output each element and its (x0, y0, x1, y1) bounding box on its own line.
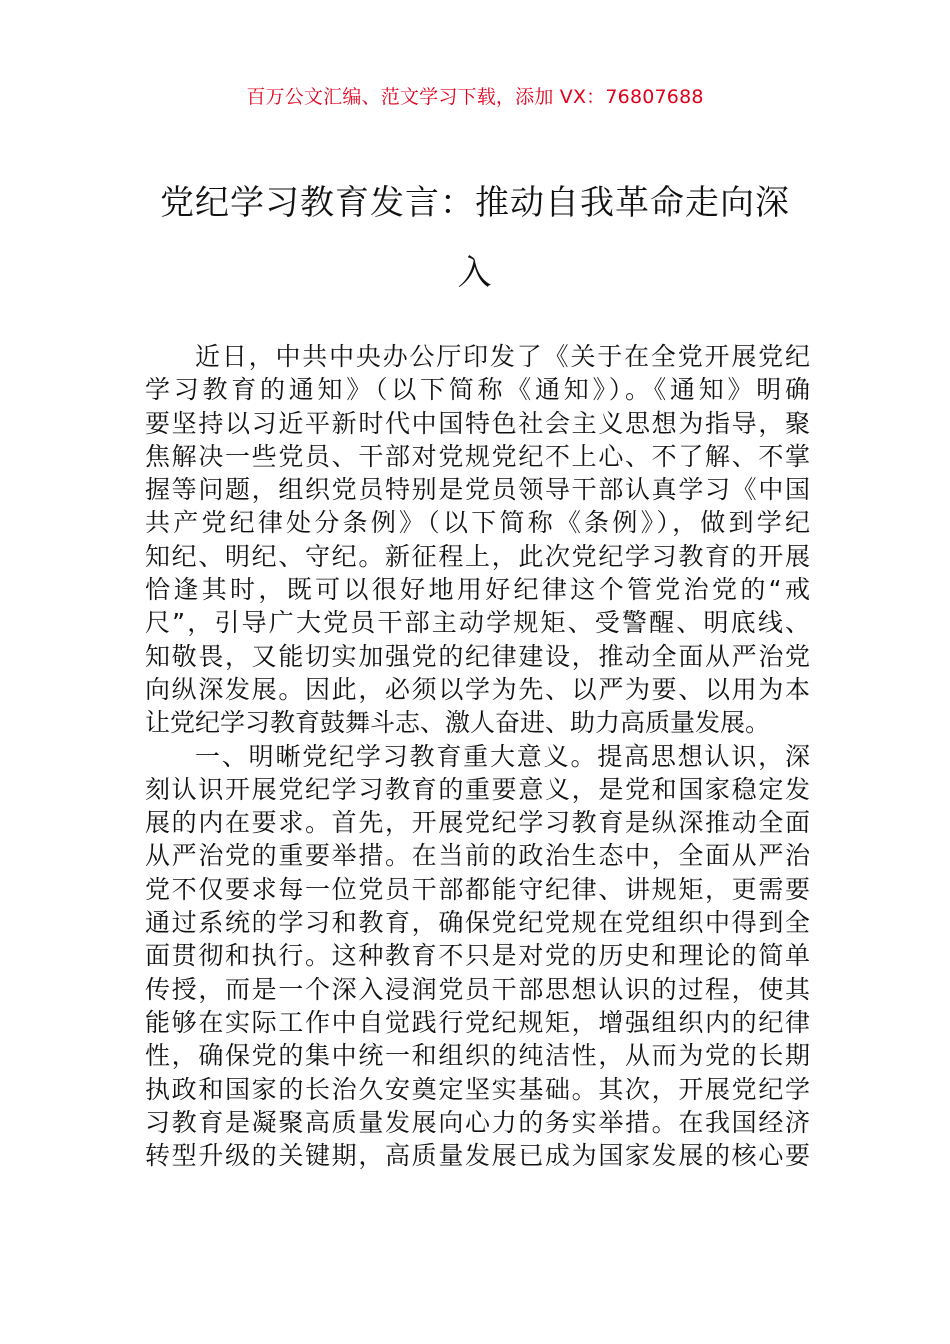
title-line: 入 (457, 253, 493, 293)
paragraph-intro (145, 340, 810, 740)
title-line: 党纪学习教育发言：推动自我革命走向深 (160, 183, 790, 223)
text-line: 恰逢其时，既可以很好地用好纪律这个管党治党的“戒 (145, 575, 810, 605)
promo-banner: 百万公文汇编、范文学习下载，添加 VX：76807688 (246, 86, 704, 108)
text-line: 刻认识开展党纪学习教育的重要意义，是党和国家稳定发 (145, 774, 810, 804)
text-line: 共产党纪律处分条例》（以下简称《条例》），做到学纪 (145, 508, 810, 538)
text-line: 面贯彻和执行。这种教育不只是对党的历史和理论的简单 (145, 941, 810, 971)
text-line: 向纵深发展。因此，必须以学为先、以严为要、以用为本 (145, 674, 810, 704)
text-line: 展的内在要求。首先，开展党纪学习教育是纵深推动全面 (145, 808, 810, 838)
text-line: 能够在实际工作中自觉践行党纪规矩，增强组织内的纪律 (145, 1007, 810, 1037)
text-line: 知敬畏，又能切实加强党的纪律建设，推动全面从严治党 (145, 641, 810, 671)
text-line: 尺”，引导广大党员干部主动学规矩、受警醒、明底线、 (145, 608, 810, 638)
text-line: 一、明晰党纪学习教育重大意义。提高思想认识，深 (195, 741, 810, 771)
text-line: 焦解决一些党员、干部对党规党纪不上心、不了解、不掌 (145, 441, 810, 471)
text-line: 让党纪学习教育鼓舞斗志、激人奋进、助力高质量发展。 (145, 708, 771, 738)
document-title (140, 168, 810, 308)
text-line: 通过系统的学习和教育，确保党纪党规在党组织中得到全 (145, 908, 810, 938)
document-body (145, 340, 810, 1172)
text-line: 性，确保党的集中统一和组织的纯洁性，从而为党的长期 (145, 1041, 810, 1071)
text-line: 近日，中共中央办公厅印发了《关于在全党开展党纪 (195, 342, 810, 371)
text-line: 握等问题，组织党员特别是党员领导干部认真学习《中国 (145, 475, 810, 505)
text-line: 从严治党的重要举措。在当前的政治生态中，全面从严治 (145, 841, 810, 871)
text-line: 要坚持以习近平新时代中国特色社会主义思想为指导，聚 (145, 408, 810, 438)
text-line: 党不仅要求每一位党员干部都能守纪律、讲规矩，更需要 (145, 874, 810, 904)
text-line: 执政和国家的长治久安奠定坚实基础。其次，开展党纪学 (145, 1074, 810, 1104)
text-line: 知纪、明纪、守纪。新征程上，此次党纪学习教育的开展 (145, 541, 810, 571)
text-line: 传授，而是一个深入浸润党员干部思想认识的过程，使其 (145, 974, 810, 1004)
text-line: 学习教育的通知》（以下简称《通知》）。《通知》明确 (145, 375, 810, 405)
text-line: 习教育是凝聚高质量发展向心力的务实举措。在我国经济 (145, 1107, 810, 1137)
paragraph-section-one (145, 740, 810, 1173)
text-line: 转型升级的关键期，高质量发展已成为国家发展的核心要 (145, 1141, 810, 1171)
